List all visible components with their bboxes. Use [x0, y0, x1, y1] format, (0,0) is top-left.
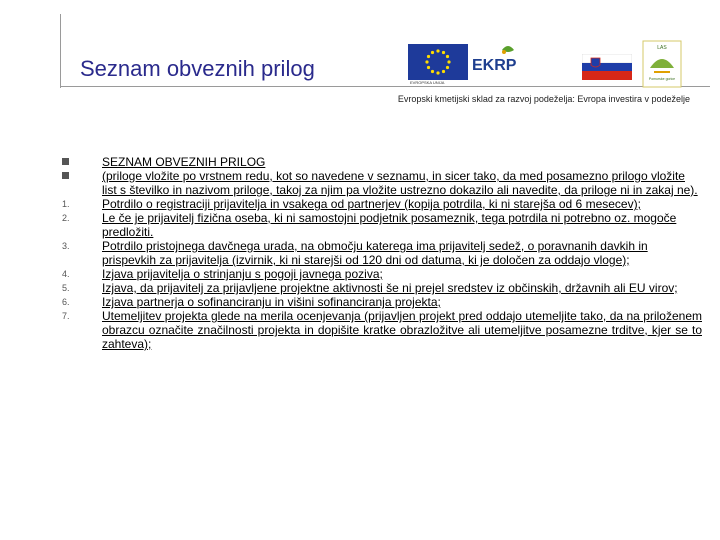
list-item [62, 211, 702, 239]
ekrp-text: EKRP [472, 57, 517, 74]
las-caption-bottom: Pomurske gorice [648, 77, 676, 81]
las-logo [642, 40, 682, 88]
list-item [62, 239, 702, 267]
list-item [62, 197, 702, 211]
list-item-text: (priloge vložite po vrstnem redu, kot so navedene v seznamu, in sicer tako, da med posamezno prilogo vložite list s številko in nazivom priloge, takoj za njim pa vložite ustrezno dokazilo ali navedite, da priloge ni in zakaj ne). [102, 169, 698, 197]
las-caption-top: LAS [657, 45, 667, 51]
list-item-text: Potrdilo pristojnega davčnega urada, na območju katerega ima prijavitelj sedež, o poravnanih davkih in prispevkih za prijavitelja (izvirnik, ki ni starejši od 120 dni od datuma, ki je določen za oddajo vloge); [102, 239, 648, 267]
list-number: 4. [62, 269, 70, 279]
page-subtitle: Evropski kmetijski sklad za razvoj podeželja: Evropa investira v podeželje [397, 94, 690, 104]
page-title: Seznam obveznih prilog [80, 56, 315, 81]
list-item-text: Izjava, da prijavitelj za prijavljene projektne aktivnosti še ni prejel sredstev iz občinskih, državnih ali EU virov; [102, 281, 678, 295]
bullet-icon [62, 169, 102, 197]
list-number: 3. [62, 241, 70, 251]
list-item-text: SEZNAM OBVEZNIH PRILOG [102, 155, 266, 169]
eu-caption: EVROPSKA UNIJA [410, 80, 445, 85]
list-item-text: Izjava partnerja o sofinanciranju in višini sofinanciranja projekta; [102, 295, 441, 309]
list-item [62, 309, 702, 351]
list-item-text: Izjava prijavitelja o strinjanju s pogoji javnega poziva; [102, 267, 383, 281]
list-item [62, 169, 702, 197]
slovenia-flag-logo [582, 54, 632, 80]
list-number: 7. [62, 311, 70, 321]
list-item [62, 281, 702, 295]
list-number: 5. [62, 283, 70, 293]
attachment-list [62, 155, 702, 351]
list-item [62, 295, 702, 309]
ekrp-logo [470, 40, 530, 82]
eu-flag-logo [408, 44, 468, 80]
list-item-text: Le če je prijavitelj fizična oseba, ki ni samostojni podjetnik posameznik, tega potrdila ni potrebno oz. mogoče predložiti. [102, 211, 677, 239]
list-number: 1. [62, 199, 70, 209]
list-item [62, 155, 702, 169]
left-border [60, 14, 61, 88]
list-item-text: Potrdilo o registraciji prijavitelja in vsakega od partnerjev (kopija potrdila, ki ni starejša od 6 mesecev); [102, 197, 641, 211]
list-number: 2. [62, 213, 70, 223]
title-divider [60, 86, 710, 87]
list-item-text: Utemeljitev projekta glede na merila ocenjevanja (prijavljen projekt pred oddajo utemeljite tako, da na priloženem obrazcu označite značilnosti projekta in dopišite kratke obrazložitve ali utemeljitve posamezne trditve, kjer se to zahteva); [102, 309, 702, 351]
list-item [62, 267, 702, 281]
list-number: 6. [62, 297, 70, 307]
bullet-icon [62, 155, 102, 169]
